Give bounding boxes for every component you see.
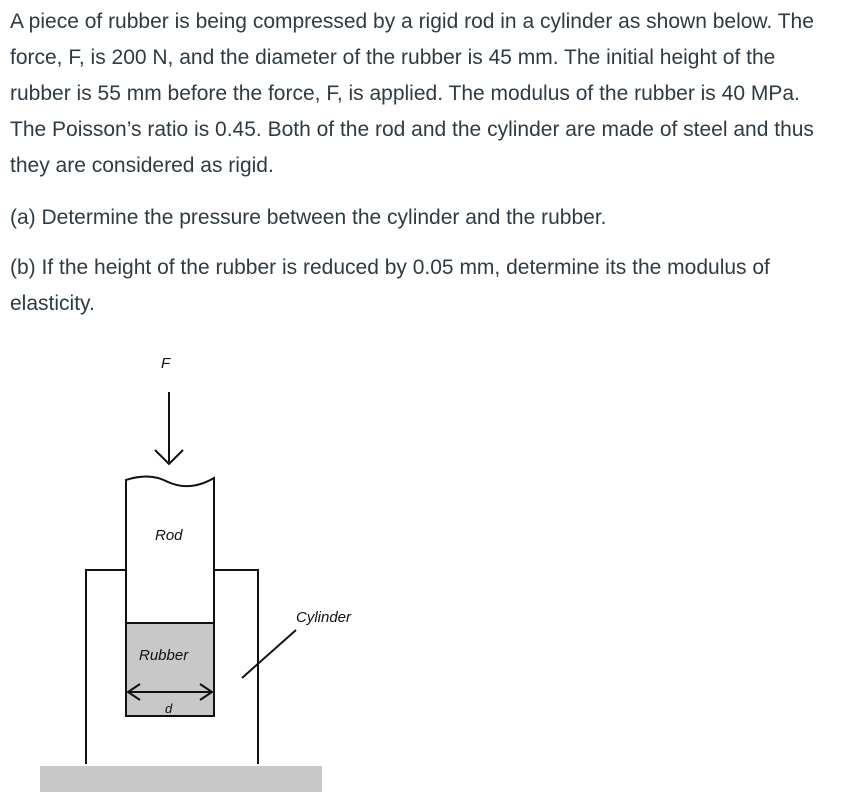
rod-body	[126, 476, 214, 623]
problem-intro: A piece of rubber is being compressed by a rigid rod in a cylinder as shown below. The force, F, is 200 N, and the diameter of the rubber is 45 mm. The initial height of the rubber is 55 mm before the force, F, is applied. The modulus of the rubber is 40 MPa. The Poisson’s ratio is 0.45. Both of the rod and the cylinder are made of steel and thus they are considered as rigid.	[10, 10, 814, 177]
question-part-b: (b) If the height of the rubber is reduced by 0.05 mm, determine its the modulus of elasticity.	[10, 256, 770, 315]
ground-base	[40, 766, 322, 792]
rubber-label: Rubber	[139, 647, 189, 664]
question-part-a: (a) Determine the pressure between the cylinder and the rubber.	[10, 206, 607, 229]
diameter-label: d	[165, 701, 173, 716]
cylinder-leader-line	[242, 630, 296, 678]
rubber-compression-diagram	[0, 340, 844, 808]
force-label: F	[161, 355, 171, 372]
rod-label: Rod	[155, 527, 183, 544]
problem-statement	[10, 4, 836, 336]
diagram-svg	[0, 340, 844, 808]
cylinder-label: Cylinder	[296, 609, 352, 626]
